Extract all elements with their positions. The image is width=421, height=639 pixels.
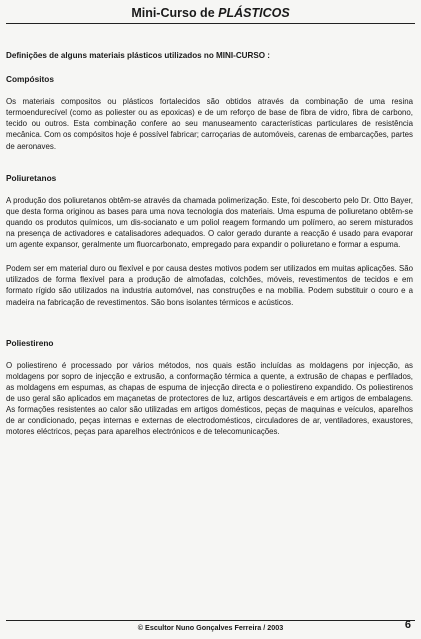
- footer-rule: [6, 620, 415, 621]
- page-header: [6, 3, 415, 23]
- paragraph-poliuretanos-1: A produção dos poliuretanos obtêm-se através da chamada polimerização. Este, foi descoberto pelo Dr. Otto Bayer, que desta forma originou as bases para uma nova tecnologia dos materiais. Uma espuma de poliuretano obtêm-se quando os produtos químicos, um dis-socianato e um poliol reagem formando um polímero, ao serem misturados na presença de activadores e catalisadores adequados. O calor gerado durante a reacção é usado para evaporar um agente expansor, geralmente um fluorcarbonato, empregado para expandir o poliuretano e formar a espuma.: [6, 195, 413, 250]
- footer-credit: © Escultor Nuno Gonçalves Ferreira / 2003: [137, 623, 284, 632]
- header-rule: [6, 23, 415, 24]
- document-body: [6, 50, 413, 450]
- paragraph-compositos: Os materiais compositos ou plásticos fortalecidos são obtidos através da combinação de uma resina termoendurecível (como as poliester ou as epoxicas) e de um reforço de base de fibra de vidro, fibra de carbono, tecido ou outros. Esta combinação confere ao seu manuseamento características particulares de resistência mecânica. Com os compósitos hoje é possível fabricar; carroçarias de automóveis, carenas de embarcações, partes de aeronaves.: [6, 97, 413, 151]
- heading-poliestireno: Poliestireno: [6, 337, 54, 348]
- paragraph-poliuretanos-2: Podem ser em material duro ou flexível e por causa destes motivos podem ser utilizados em muitas aplicações. São utilizados de forma flexível para a produção de almofadas, colchões, móveis, revestimentos de tecidos e em formato rígido são utilizados na industria automóvel, nas construções e na mobília. Podem substituir o couro e a madeira na fabricação de revestimentos. São bons isolantes térmicos e acústicos.: [6, 264, 413, 307]
- intro-line: Definições de alguns materiais plásticos utilizados no MINI-CURSO :: [6, 51, 270, 60]
- heading-poliuretanos: Poliuretanos: [6, 172, 57, 183]
- header-title-emphasis: PLÁSTICOS: [218, 6, 290, 20]
- page-number: 6: [404, 619, 411, 631]
- heading-compositos: Compósitos: [6, 74, 54, 85]
- header-title-prefix: Mini-Curso de: [131, 6, 219, 20]
- paragraph-poliestireno: O poliestireno é processado por vários métodos, nos quais estão incluídas as moldagens por injecção, as moldagens por sopro de injecção e extrusão, a conformação térmica a quente, a extrusão de chapas e perfilados, as moldagens em espumas, as chapas de espuma de injecção directa e o poliestireno expandido. Os poliestirenos de uso geral são aplicados em maçanetas de protectores de luz, artigos descartáveis e em artigos de embalagens. As formações resistentes ao calor são utilizadas em artigos domésticos, peças de maquinas e veículos, aparelhos de ar condicionado, peças internas e externas de electrodomésticos, circuladores de ar, ventiladores, exaustores, motores eléctricos, peças para aparelhos electrónicos e de telecomunicações.: [6, 360, 413, 437]
